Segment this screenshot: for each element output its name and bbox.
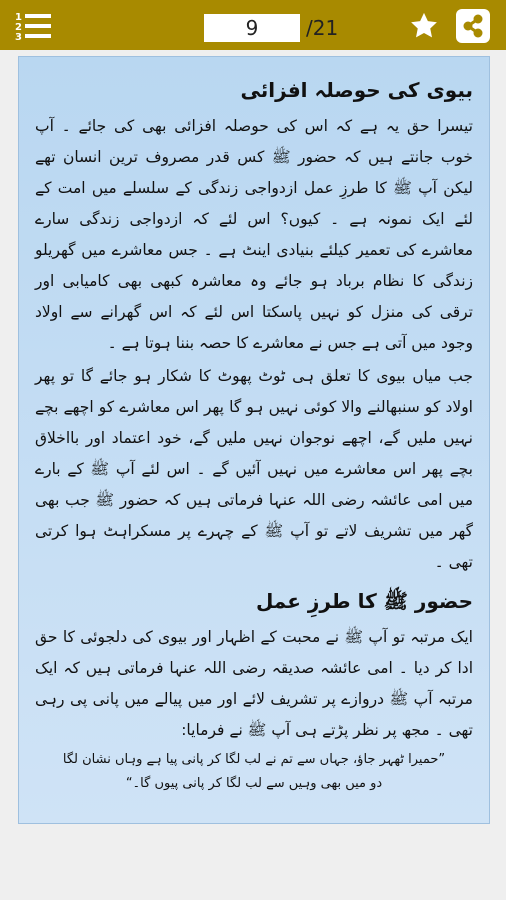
page-number-input[interactable]: [204, 14, 300, 42]
share-button[interactable]: [456, 9, 490, 43]
section-heading: بیوی کی حوصلہ افزائی: [240, 78, 473, 102]
paragraph: جب میاں بیوی کا تعلق ہی ٹوٹ پھوٹ کا شکار ہو جائے گا تو پھر اولاد کو سنبھالنے والا کوئی نہیں ہو گا پھر اس معاشرے کو اچھے بچے نہیں ملیں گے، اچھے نوجوان نہیں ملیں گے، خود اعتماد اور بااخلاق بچے پھر اس معاشرے میں نہیں آئیں گے ۔ اس لئے آپ ﷺ کے بارے میں امی عائشہ رضی اللہ عنہا فرماتی ہیں کہ حضور ﷺ جب بھی گھر میں تشریف لاتے تو آپ ﷺ کے چہرے پر مسکراہٹ ہوا کرتی تھی ۔: [35, 367, 473, 571]
section-heading: حضور ﷺ کا طرزِ عمل: [255, 589, 473, 613]
bottom-blank-area: [0, 826, 506, 900]
star-icon[interactable]: [408, 11, 440, 41]
paragraph: ایک مرتبہ تو آپ ﷺ نے محبت کے اظہار اور بیوی کی دلجوئی کا حق ادا کر دیا ۔ امی عائشہ صدیقہ رضی اللہ عنہا فرماتی ہیں کہ ایک مرتبہ آپ ﷺ دروازے پر تشریف لائے اور میں پیالے میں پانی پی رہی تھی ۔ مجھ پر نظر پڑتے ہی آپ ﷺ نے فرمایا:: [35, 628, 473, 739]
article-body: [19, 57, 489, 796]
share-icon: [456, 9, 490, 43]
quote: ”حمیرا ٹھہر جاؤ، جہاں سے تم نے لب لگا کر پانی پیا ہے وہاں نشان لگا دو میں بھی وہیں سے لب لگا کر پانی پیوں گا۔“: [62, 752, 446, 791]
total-pages: /21: [306, 16, 339, 40]
page-content[interactable]: [18, 56, 490, 824]
svg-text:1: 1: [15, 12, 22, 23]
paragraph: تیسرا حق یہ ہے کہ اس کی حوصلہ افزائی بھی کی جائے ۔ آپ خوب جانتے ہیں کہ حضور ﷺ کس قدر مصروف ترین انسان تھے لیکن آپ ﷺ کا طرزِ عمل ازدواجی زندگی کے سلسلے میں امت کے لئے ایک نمونہ ہے ۔ کیوں؟ اس لئے کہ ازدواجی زندگی سارے معاشرے کی تعمیر کیلئے بنیادی اینٹ ہے ۔ جس معاشرے میں گھریلو زندگی کا نظام برباد ہو جائے وہ معاشرہ کبھی بھی کامیابی اور ترقی کی منزل کو نہیں پاسکتا اس لئے کہ اس گھرانے سے اولاد وجود میں آتی ہے جس نے معاشرے کا حصہ بننا ہوتا ہے ۔: [35, 117, 473, 352]
top-toolbar: [0, 0, 506, 50]
svg-text:2: 2: [15, 22, 22, 33]
numbered-list-icon[interactable]: [14, 10, 54, 42]
svg-text:3: 3: [15, 32, 22, 42]
